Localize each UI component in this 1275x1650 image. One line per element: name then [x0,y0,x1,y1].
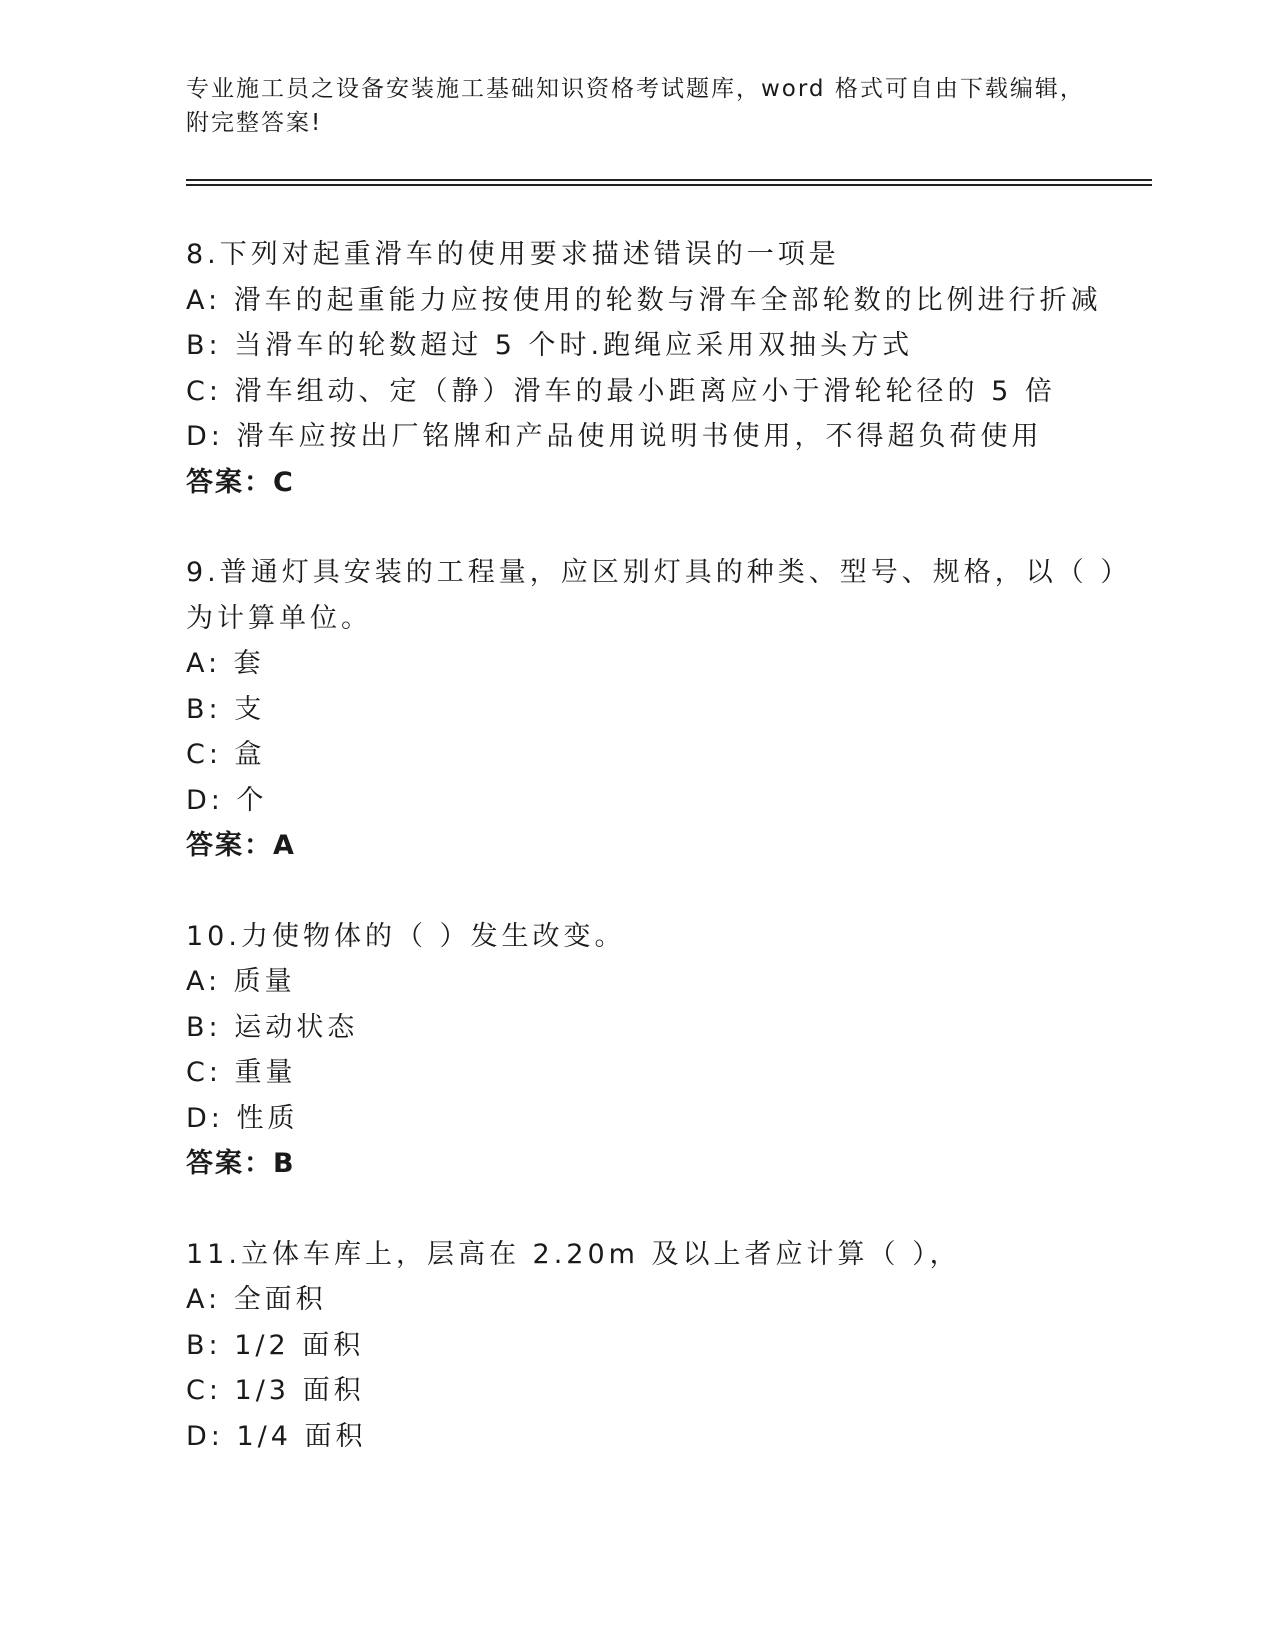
question-8 [186,232,1102,505]
option-d: D: 性质 [186,1102,299,1134]
question-stem: 10.力使物体的（ ）发生改变。 [186,920,626,952]
option-a: A: 质量 [186,966,296,997]
question-stem-continued: 为计算单位。 [186,602,372,634]
question-list [186,232,1132,1504]
header-divider-bottom [186,184,1152,186]
question-9 [186,550,1132,869]
answer-line: 答案：B [186,1148,296,1179]
option-d: D: 个 [186,784,268,816]
answer-line: 答案：A [186,830,296,861]
option-b: B: 1/2 面积 [186,1329,365,1361]
option-a: A: 滑车的起重能力应按使用的轮数与滑车全部轮数的比例进行折减 [186,284,1102,316]
option-c: C: 重量 [186,1057,297,1088]
answer-line: 答案：C [186,466,295,498]
option-a: A: 全面积 [186,1284,327,1315]
option-a: A: 套 [186,648,265,679]
option-c: C: 1/3 面积 [186,1375,365,1406]
option-c: C: 盒 [186,739,266,770]
question-stem: 8.下列对起重滑车的使用要求描述错误的一项是 [186,239,840,270]
option-b: B: 运动状态 [186,1011,359,1043]
document-header [186,72,1086,140]
header-divider-top [186,179,1152,181]
option-b: B: 支 [186,693,266,725]
header-line-1: 专业施工员之设备安装施工基础知识资格考试题库，word 格式可自由下载编辑， [186,76,1085,102]
question-stem: 9.普通灯具安装的工程量，应区别灯具的种类、型号、规格，以（ ） [186,557,1132,588]
option-d: D: 滑车应按出厂铭牌和产品使用说明书使用，不得超负荷使用 [186,421,1043,452]
option-c: C: 滑车组动、定（静）滑车的最小距离应小于滑轮轮径的 5 倍 [186,375,1056,407]
question-11 [186,1232,1086,1460]
option-b: B: 当滑车的轮数超过 5 个时.跑绳应采用双抽头方式 [186,330,914,361]
option-d: D: 1/4 面积 [186,1420,367,1452]
question-stem: 11.立体车库上，层高在 2.20m 及以上者应计算（ ）， [186,1238,961,1270]
header-line-2: 附完整答案! [186,110,323,136]
question-10 [186,914,1086,1187]
